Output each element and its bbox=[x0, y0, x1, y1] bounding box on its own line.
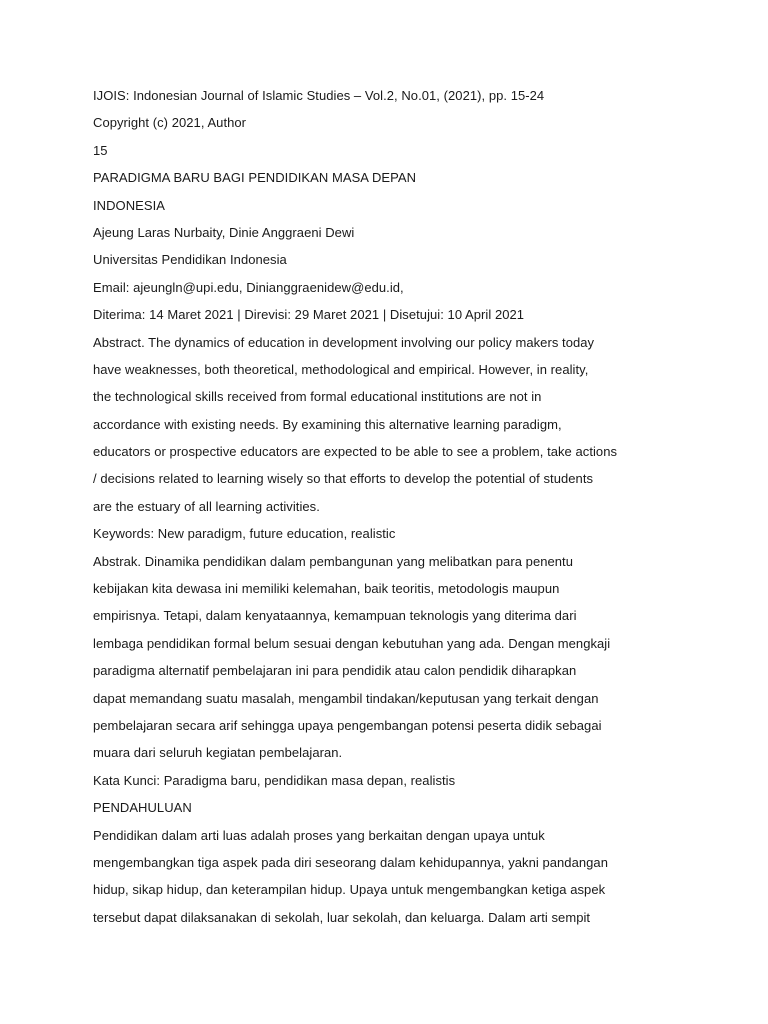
keywords-indonesian: Kata Kunci: Paradigma baru, pendidikan masa depan, realistis bbox=[93, 772, 456, 788]
intro-line: Pendidikan dalam arti luas adalah proses yang berkaitan dengan upaya untuk bbox=[93, 827, 545, 843]
copyright-line: Copyright (c) 2021, Author bbox=[93, 115, 247, 131]
abstract-id-line: pembelajaran secara arif sehingga upaya pengembangan potensi peserta didik sebagai bbox=[93, 717, 602, 733]
title-line-1: PARADIGMA BARU BAGI PENDIDIKAN MASA DEPAN bbox=[93, 170, 417, 186]
document-page bbox=[93, 86, 693, 935]
abstract-en-line: the technological skills received from formal educational institutions are not in bbox=[93, 389, 542, 405]
dates-line: Diterima: 14 Maret 2021 | Direvisi: 29 Maret 2021 | Disetujui: 10 April 2021 bbox=[93, 307, 525, 323]
abstract-id-line: empirisnya. Tetapi, dalam kenyataannya, kemampuan teknologis yang diterima dari bbox=[93, 608, 577, 624]
intro-line: hidup, sikap hidup, dan keterampilan hidup. Upaya untuk mengembangkan ketiga aspek bbox=[93, 882, 606, 898]
abstract-id-line: dapat memandang suatu masalah, mengambil tindakan/keputusan yang terkait dengan bbox=[93, 690, 599, 706]
introduction-body bbox=[93, 826, 693, 936]
abstract-en-line: / decisions related to learning wisely so that efforts to develop the potential of students bbox=[93, 471, 594, 487]
abstract-id-line: paradigma alternatif pembelajaran ini para pendidik atau calon pendidik diharapkan bbox=[93, 663, 577, 679]
email-line: Email: ajeungln@upi.edu, Dinianggraenidew@edu.id, bbox=[93, 279, 404, 295]
affiliation: Universitas Pendidikan Indonesia bbox=[93, 252, 287, 268]
intro-line: tersebut dapat dilaksanakan di sekolah, luar sekolah, dan keluarga. Dalam arti sempit bbox=[93, 909, 591, 925]
intro-line: mengembangkan tiga aspek pada diri seseorang dalam kehidupannya, yakni pandangan bbox=[93, 854, 608, 870]
abstract-en-line: have weaknesses, both theoretical, methodological and empirical. However, in reality, bbox=[93, 361, 589, 377]
abstract-en-line: Abstract. The dynamics of education in development involving our policy makers today bbox=[93, 334, 595, 350]
page-number: 15 bbox=[93, 142, 108, 158]
abstract-id-line: lembaga pendidikan formal belum sesuai dengan kebutuhan yang ada. Dengan mengkaji bbox=[93, 635, 611, 651]
abstract-id-line: muara dari seluruh kegiatan pembelajaran. bbox=[93, 745, 343, 761]
authors: Ajeung Laras Nurbaity, Dinie Anggraeni Dewi bbox=[93, 224, 355, 240]
abstract-english bbox=[93, 333, 693, 525]
keywords-english: Keywords: New paradigm, future education, realistic bbox=[93, 526, 396, 542]
abstract-id-line: Abstrak. Dinamika pendidikan dalam pembangunan yang melibatkan para penentu bbox=[93, 553, 574, 569]
journal-header: IJOIS: Indonesian Journal of Islamic Studies – Vol.2, No.01, (2021), pp. 15-24 bbox=[93, 88, 545, 103]
section-heading: PENDAHULUAN bbox=[93, 800, 192, 816]
abstract-id-line: kebijakan kita dewasa ini memiliki kelemahan, baik teoritis, metodologis maupun bbox=[93, 581, 560, 597]
title-line-2: INDONESIA bbox=[93, 197, 165, 213]
abstract-indonesian bbox=[93, 552, 693, 771]
abstract-en-line: educators or prospective educators are expected to be able to see a problem, take actions bbox=[93, 444, 618, 460]
abstract-en-line: are the estuary of all learning activities. bbox=[93, 498, 320, 514]
abstract-en-line: accordance with existing needs. By examining this alternative learning paradigm, bbox=[93, 416, 562, 432]
